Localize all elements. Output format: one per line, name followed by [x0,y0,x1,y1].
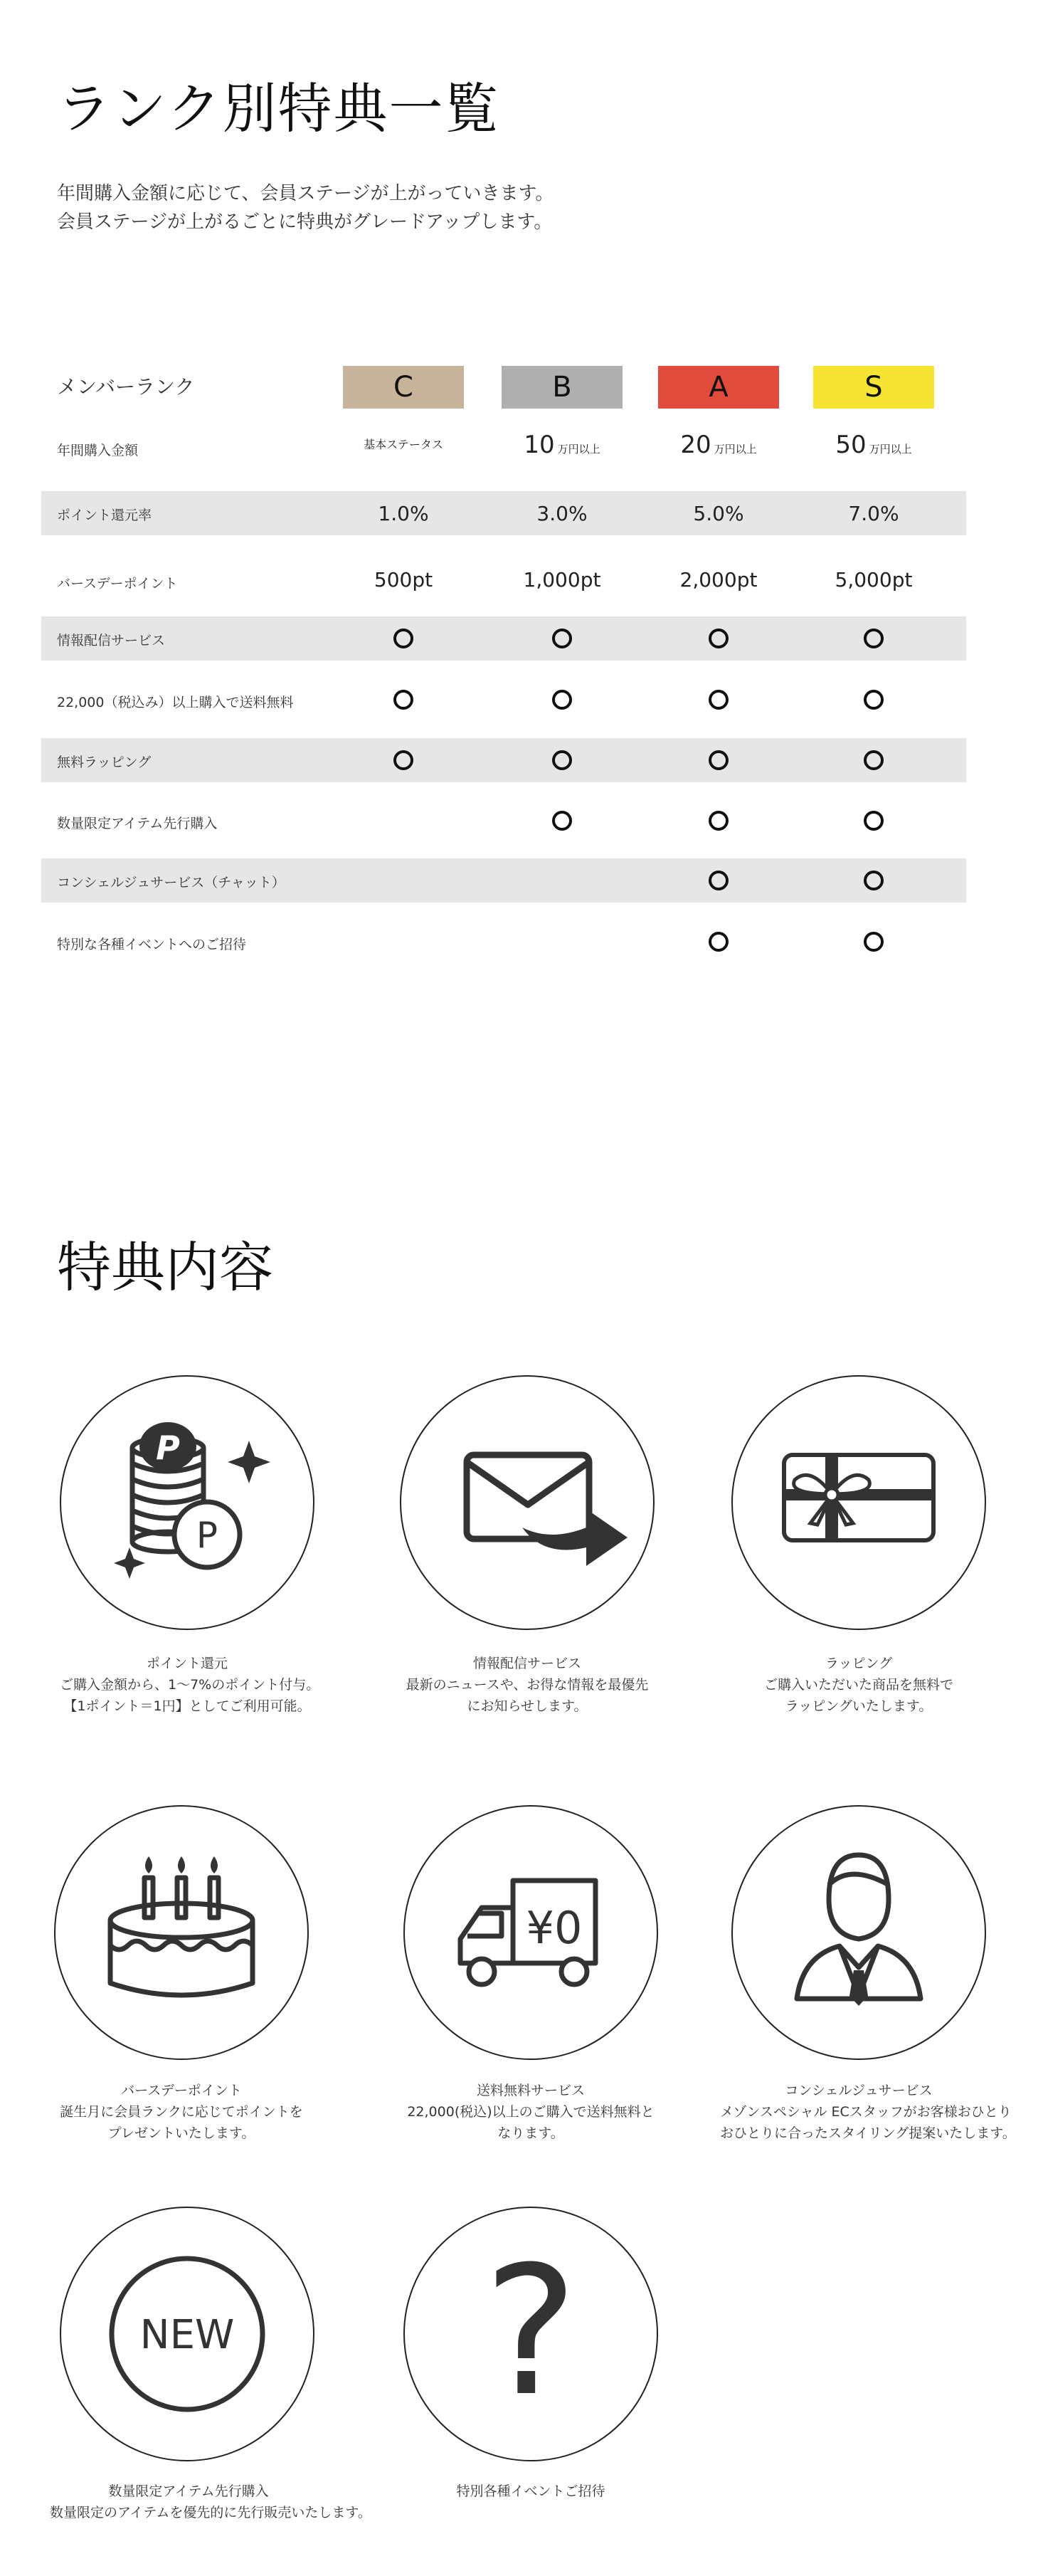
benefit-row [41,616,966,661]
card-line: おひとりに合ったスタイリング提案いたします。 [720,2125,1016,2141]
card-title: ポイント還元 [146,1656,228,1671]
available-mark [709,690,729,710]
amount-b [491,431,633,459]
point-rate-c: 1.0% [378,502,429,525]
mail-icon [401,1377,653,1629]
available-mark [393,690,413,710]
cake-icon [55,1807,307,2059]
points-circle [60,1375,314,1630]
intro-line: 会員ステージが上がるごとに特典がグレードアップします。 [57,211,553,233]
available-mark [864,690,884,710]
concierge-icon [733,1807,985,2059]
point-rate-s: 7.0% [848,502,899,525]
card-line: 最新のニュースや、お得な情報を最優先 [406,1677,649,1693]
card-line: にお知らせします。 [467,1698,588,1714]
card-line: プレゼントいたします。 [107,2125,255,2141]
amount-a [647,431,790,459]
available-mark [552,690,572,710]
amount-row-label: 年間購入金額 [57,443,139,458]
available-mark [552,750,572,770]
gift-card-text [731,1653,986,1717]
member-rank-label: メンバーランク [57,375,195,399]
benefit-label: コンシェルジュサービス（チャット） [57,875,285,890]
point-rate-b: 3.0% [536,502,588,525]
concierge-circle [731,1805,986,2060]
card-title: 特別各種イベントご招待 [456,2483,605,2499]
points-coins-icon [61,1377,313,1629]
available-mark [552,811,572,831]
card-line: メゾンスペシャル ECスタッフがお客様おひとり [720,2104,1012,2120]
new-icon-text: NEW [139,2312,235,2358]
available-mark [864,871,884,890]
question-card-text [403,2481,658,2502]
concierge-card-text [720,2080,1016,2144]
available-mark [864,750,884,770]
birthday-points-b: 1,000pt [523,568,601,592]
question-icon [405,2208,657,2460]
amount-unit: 万円以上 [557,443,600,456]
question-circle [403,2207,658,2461]
amount-number: 20 [680,431,711,459]
available-mark [709,629,729,648]
card-line: 数量限定のアイテムを優先的に先行販売いたします。 [50,2505,371,2520]
svg-text:P: P [196,1515,218,1556]
card-line: ラッピングいたします。 [785,1698,933,1714]
card-line: 誕生月に会員ランクに応じてポイントを [60,2104,303,2120]
rank-badge-a: A [658,366,779,409]
mail-circle [400,1375,655,1630]
available-mark [709,871,729,890]
truck-card-text [403,2080,658,2144]
point-rate-a: 5.0% [693,502,744,525]
available-mark [552,629,572,648]
page-title: ランク別特典一覧 [57,77,500,140]
birthday-points-c: 500pt [374,568,433,592]
amount-unit: 万円以上 [869,443,912,456]
amount-c [332,436,475,452]
card-title: 数量限定アイテム先行購入 [108,2483,269,2499]
available-mark [393,750,413,770]
gift-circle [731,1375,986,1630]
card-title: 情報配信サービス [472,1656,581,1671]
card-title: バースデーポイント [121,2083,242,2098]
svg-text:P: P [156,1429,180,1467]
available-mark [864,629,884,648]
card-title: ラッピング [825,1656,893,1671]
intro-line: 年間購入金額に応じて、会員ステージが上がっていきます。 [57,183,554,204]
available-mark [864,932,884,952]
intro-text [57,179,554,236]
amount-s [803,431,945,459]
card-line: 【1ポイント＝1円】としてご利用可能。 [63,1698,311,1714]
available-mark [393,629,413,648]
benefit-row [41,738,966,782]
benefit-label: 数量限定アイテム先行購入 [57,816,218,831]
amount-small: 基本ステータス [364,438,443,451]
point-rate-label: ポイント還元率 [57,508,152,523]
birthday-points-s: 5,000pt [835,568,913,592]
benefits-section-title: 特典内容 [57,1236,273,1299]
benefit-label: 無料ラッピング [57,755,152,770]
gift-icon [733,1377,985,1629]
benefit-label: 情報配信サービス [57,633,166,648]
new-circle [60,2207,314,2461]
available-mark [709,750,729,770]
card-title: 送料無料サービス [476,2083,585,2098]
points-card-text [60,1653,320,1717]
card-line: ご購入いただいた商品を無料で [763,1677,953,1693]
available-mark [709,932,729,952]
rank-badge-c: C [343,366,464,409]
rank-badge-s: S [813,366,934,409]
cake-card-text [54,2080,309,2144]
cake-circle [54,1805,309,2060]
question-icon-text: ? [483,2228,578,2435]
rank-badge-b: B [502,366,623,409]
birthday-points-a: 2,000pt [679,568,758,592]
mail-card-text [400,1653,655,1717]
available-mark [864,811,884,831]
new-icon [61,2208,313,2460]
card-line: 22,000(税込)以上のご購入で送料無料と [407,2104,655,2120]
new-card-text [50,2481,371,2523]
benefit-label: 特別な各種イベントへのご招待 [57,937,247,952]
amount-unit: 万円以上 [714,443,757,456]
truck-icon [405,1807,657,2059]
available-mark [709,811,729,831]
birthday-points-label: バースデーポイント [57,576,178,592]
benefit-label: 22,000（税込み）以上購入で送料無料 [57,695,294,710]
card-line: ご購入金額から、1〜7%のポイント付与。 [60,1677,320,1693]
card-line: なります。 [497,2125,564,2141]
truck-price-text: ¥0 [526,1902,583,1954]
amount-number: 50 [835,431,867,459]
amount-number: 10 [524,431,555,459]
card-title: コンシェルジュサービス [785,2083,933,2098]
truck-circle [403,1805,658,2060]
